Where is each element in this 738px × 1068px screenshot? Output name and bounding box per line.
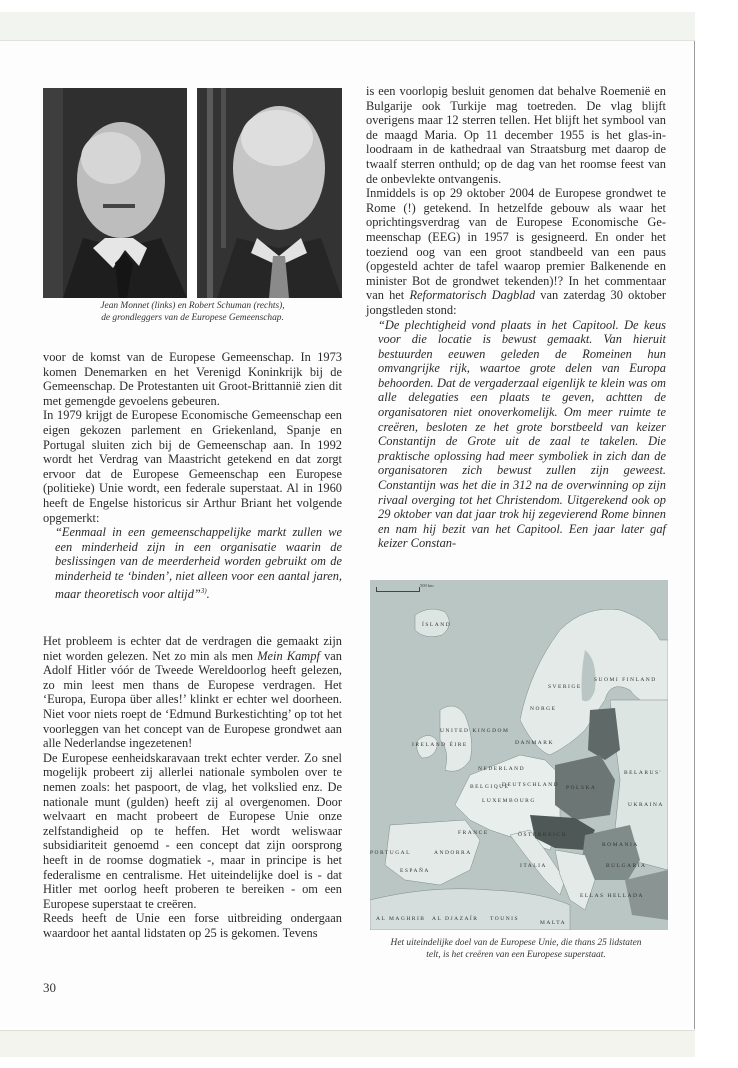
map-label: LUXEMBOURG — [482, 798, 536, 804]
scan-top-edge — [0, 12, 695, 41]
newspaper-title: Reformatorisch Dagblad — [409, 288, 536, 303]
paragraph: De Europese eenheidskaravaan trekt echter verder. Zo snel mogelijk probeert zij allerlei nationale symbolen over te nemen zoals: het paspoort, de vlag, het volkslied enz. De nationale munt (gulden) heeft zij al overgenomen. Door welvaart en macht probeert de Europese Unie onze zelfstandigheid op te heffen. Het wordt weliswaar subsidiariteit genoemd - een concept dat zijn oorsprong heeft in de roomse dogmatiek -, maar in principe is het federalisme en centralisme. Het uiteindelijke doel is - dat Hitler met oorlog heeft proberen te bereiken - om een Europese superstaat te creëren. — [43, 750, 342, 911]
map-label: AL DJAZAÏR — [432, 916, 479, 922]
photo-caption — [43, 300, 342, 324]
paragraph: In 1979 krijgt de Europese Economische Gemeenschap een eigen gekozen parlement en Griekenland, Spanje en Portugal sluiten zich bij de Gemeenschap aan. In 1992 wordt het Verdrag van Maastricht getekend en dat zorgt ervoor dat de Europese Gemeenschap een Europese (politieke) Unie wordt, een federale superstaat. Al in 1960 heeft de Engelse historicus sir Arthur Briant het volgende opgemerkt: — [43, 408, 342, 525]
block-quote: “De plechtigheid vond plaats in het Capitool. De keus voor die locatie is bewust gemaakt. Van hieruit bestuurden eeuwen geleden de Romeinen hun omvangrijke rijk, waartoe grote delen van Europa behoorden. Dat de vergaderzaal eigenlijk te klein was om alle delegaties een plaats te geven, achtten de organisatoren niet onoverkomelijk. Om meer ruimte te creëren, besloten ze het grote borstbeeld van keizer Constantijn de Grote uit de zaal te takelen. Die praktische oplossing had meer symboliek in zich dan de organisatoren zich bewust zullen zijn geweest. Constantijn was het die in 312 na de overwinning op zijn rivaal overging tot het Christendom. Uitgerekend ook op 29 oktober van dat jaar trok hij zegevierend Rome binnen en nam hij bezit van het Capitool. Een jaar later gaf keizer Constan- — [378, 317, 666, 551]
map-label: ESPAÑA — [400, 868, 430, 874]
book-title: Mein Kampf — [257, 648, 320, 663]
map-label: BULGARIA — [606, 863, 647, 869]
paragraph: voor de komst van de Europese Gemeenschap. In 1973 komen Denemarken en het Verenigd Koninkrijk bij de Gemeenschap. De Protestanten uit Groot-Brittannië zien dit met gemengde gevoelens gebeuren. — [43, 350, 342, 408]
caption-line: Het uiteindelijke doel van de Europese Unie, die thans 25 lidstaten — [390, 938, 642, 948]
quote-end: . — [206, 586, 210, 601]
map-label: ÖSTERREICH — [518, 832, 567, 838]
caption-line: telt, is het creëren van een Europese superstaat. — [426, 950, 606, 960]
map-label: ROMANIA — [602, 842, 639, 848]
caption-line: Jean Monnet (links) en Robert Schuman (rechts), — [100, 301, 285, 311]
map-label: ITALIA — [520, 863, 547, 869]
map-caption — [366, 937, 666, 961]
page-number: 30 — [43, 980, 56, 995]
map-label: BELGIQUE — [470, 784, 510, 790]
europe-map — [370, 580, 668, 930]
footnote-marker: 3) — [200, 586, 207, 595]
left-column-top — [43, 350, 342, 601]
text-run: Het probleem is echter dat de verdragen die gemaakt zijn niet worden gelezen. Net zo min als men — [43, 634, 342, 663]
map-label: ELLAS HELLADA — [580, 893, 644, 899]
photo-jean-monnet — [43, 88, 187, 298]
map-label: UNITED KINGDOM — [440, 728, 510, 734]
paragraph — [43, 634, 342, 751]
caption-line: de grondleggers van de Europese Gemeenschap. — [101, 313, 284, 323]
map-label: ÍSLAND — [422, 622, 452, 628]
map-label: IRELAND ÉIRE — [412, 742, 468, 748]
map-label: PORTUGAL — [370, 850, 412, 856]
paragraph: is een voorlopig besluit genomen dat behalve Roemenië en Bulgarije ook Turkije mag toetreden. De vlag blijft overigens maar 12 sterren tellen. Het blijft het symbool van de maagd Maria. Op 11 december 1955 is het glas-in-loodraam in de kathedraal van Straatsburg met daarop de twaalf sterren onthuld; op de dag van het roomse feest van de onbevlekte ontvangenis. — [366, 84, 666, 186]
map-label: POLSKA — [566, 785, 597, 791]
map-label: UKRAINA — [628, 802, 664, 808]
text-run: van Adolf Hitler vóór de Tweede Wereldoorlog heeft gelezen, zo min leest men thans de Europese verdragen. Het ‘Europa, Europa über alles!’ klinkt er echter wel doorheen. Niet voor niets roept de ‘Edmund Burkestichting’ op tot het voorleggen van het concept van de Europese grondwet aan alle Nederlandse ingezetenen! — [43, 648, 342, 751]
map-label: NEDERLAND — [478, 766, 526, 772]
map-label: SVERIGE — [548, 684, 582, 690]
text-run: van zaterdag 30 oktober jongstleden stond: — [366, 288, 666, 317]
left-column-bottom — [43, 634, 342, 940]
scale-label: 500 km — [420, 583, 434, 588]
map-label: SUOMI FINLAND — [594, 677, 657, 683]
block-quote — [43, 525, 342, 601]
map-label: TOUNIS — [490, 916, 520, 922]
map-label: BELARUS' — [624, 770, 663, 776]
map-label: NORGE — [530, 706, 557, 712]
right-column — [366, 84, 666, 551]
scale-bar — [376, 587, 420, 592]
map-label: DEUTSCHLAND — [502, 782, 560, 788]
map-label: AL MAGHRIB — [376, 916, 426, 922]
paragraph — [366, 186, 666, 317]
map-label: FRANCE — [458, 830, 489, 836]
paragraph: Reeds heeft de Unie een forse uitbreiding ondergaan waardoor het aantal lidstaten op 25 is gekomen. Tevens — [43, 911, 342, 940]
scan-bottom-edge — [0, 1030, 695, 1057]
quote-text: “Eenmaal in een gemeenschappelijke markt zullen we een minderheid zijn in een organisatie waarin de beslissingen van de meerderheid worden gebruikt om de minderheid te ‘binden’, niet alleen voor een aantal jaren, maar theoretisch voor altijd” — [55, 525, 342, 601]
map-label: DANMARK — [515, 740, 554, 746]
text-run: Inmiddels is op 29 oktober 2004 de Europese grondwet te Rome (!) getekend. In hetzelfde gebouw als waar het oprichtingsverdrag van de Europese Economische Gemeenschap (EEG) in 1957 is gesigneerd. En onder het toeziend oog van een groot standbeeld van een paus (opgesteld achter de tafel waarop premier Balkenende en minister Bot de grondwet tekenden)!? In het commentaar van het — [366, 186, 666, 303]
map-label: ANDORRA — [434, 850, 472, 856]
map-label: MALTA — [540, 920, 567, 926]
photo-robert-schuman — [197, 88, 342, 298]
